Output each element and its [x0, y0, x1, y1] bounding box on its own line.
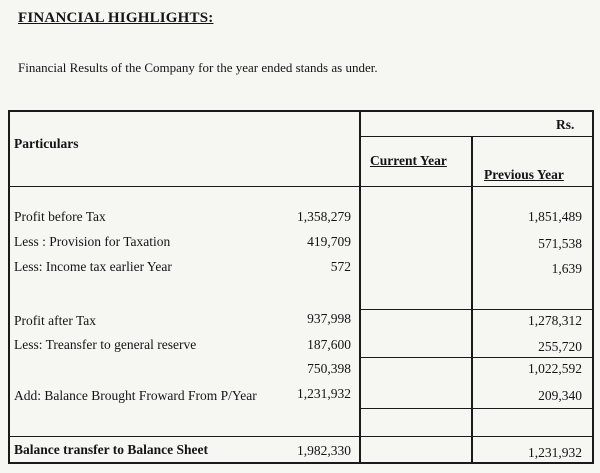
row-current: 419,709	[307, 234, 351, 249]
row-previous: 1,639	[551, 261, 582, 276]
total-previous: 1,231,932	[528, 445, 582, 460]
section-rule-1	[359, 309, 594, 310]
row-current: 750,398	[307, 361, 351, 376]
header-rule	[8, 186, 594, 187]
current-year-header: Current Year	[370, 153, 447, 168]
previous-year-header: Previous Year	[484, 167, 564, 182]
financial-results-table	[8, 110, 594, 464]
row-previous: 1,278,312	[528, 313, 582, 328]
row-label: Less : Provision for Taxation	[14, 234, 171, 249]
row-label: Profit after Tax	[14, 313, 97, 328]
particulars-header: Particulars	[14, 136, 79, 151]
section-rule-3	[359, 408, 594, 409]
row-current: 187,600	[307, 337, 351, 352]
row-previous: 255,720	[538, 339, 582, 354]
table-border-top	[8, 110, 594, 112]
total-current: 1,982,330	[297, 443, 351, 458]
section-rule-2	[359, 357, 594, 358]
row-previous: 1,022,592	[528, 361, 582, 376]
row-label: Add: Balance Brought Froward From P/Year	[14, 388, 257, 403]
row-current: 937,998	[307, 311, 351, 326]
table-border-right	[592, 110, 594, 464]
table-border-bottom	[8, 462, 594, 464]
total-rule	[8, 436, 594, 437]
table-border-left	[8, 110, 10, 464]
page-heading: FINANCIAL HIGHLIGHTS:	[18, 10, 214, 26]
currency-label: Rs.	[556, 117, 575, 132]
currency-rule	[359, 136, 594, 137]
row-label: Less: Income tax earlier Year	[14, 259, 172, 274]
row-previous: 209,340	[538, 388, 582, 403]
row-previous: 571,538	[538, 236, 582, 251]
row-current: 1,231,932	[297, 386, 351, 401]
row-label: Profit before Tax	[14, 209, 106, 224]
total-row-label: Balance transfer to Balance Sheet	[14, 442, 208, 457]
intro-text: Financial Results of the Company for the year ended stands as under.	[18, 60, 378, 75]
row-previous: 1,851,489	[528, 209, 582, 224]
row-current: 572	[330, 259, 351, 274]
row-current: 1,358,279	[297, 209, 351, 224]
column-divider-current	[359, 110, 361, 464]
row-label: Less: Treansfer to general reserve	[14, 337, 197, 352]
